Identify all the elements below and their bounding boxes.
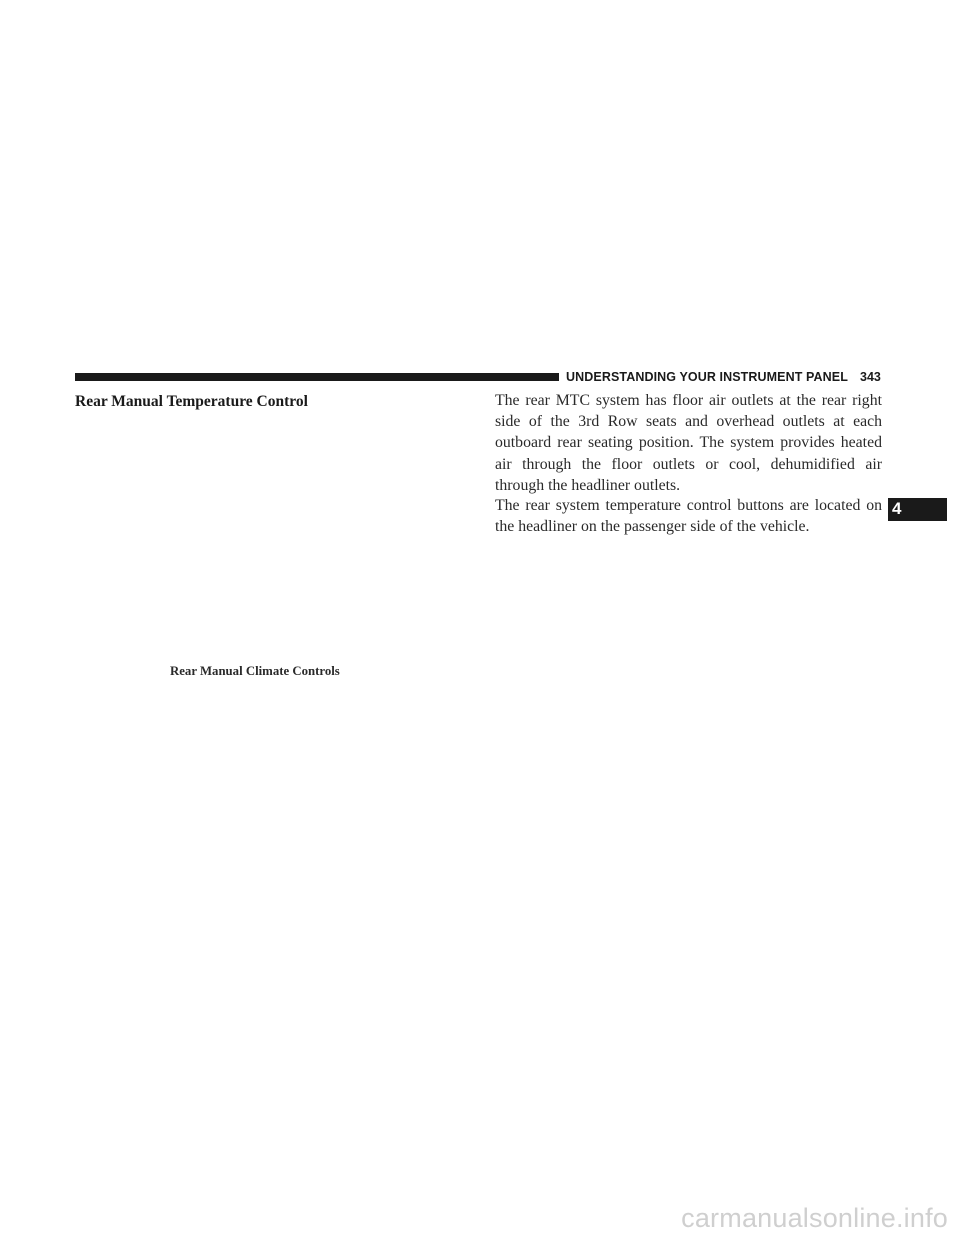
watermark-text: carmanualsonline.info <box>681 1203 948 1233</box>
page-number: 343 <box>860 370 881 384</box>
running-header-title: UNDERSTANDING YOUR INSTRUMENT PANEL <box>566 370 848 384</box>
body-paragraph-2: The rear system temperature control buttons are located on the headliner on the passenger side of the vehicle. <box>495 497 882 536</box>
body-paragraph-1: The rear MTC system has floor air outlets at the rear right side of the 3rd Row seats and overhead outlets at each outboard rear seating position. The system provides heated air through the floor outlets or cool, dehumidified air through the headliner outlets. <box>495 392 882 494</box>
chapter-number: 4 <box>892 499 902 518</box>
chapter-tab <box>888 498 947 521</box>
section-heading: Rear Manual Temperature Control <box>75 393 308 410</box>
header-rule-bar <box>75 373 559 381</box>
figure-placeholder <box>75 415 459 655</box>
figure-caption: Rear Manual Climate Controls <box>170 664 340 678</box>
